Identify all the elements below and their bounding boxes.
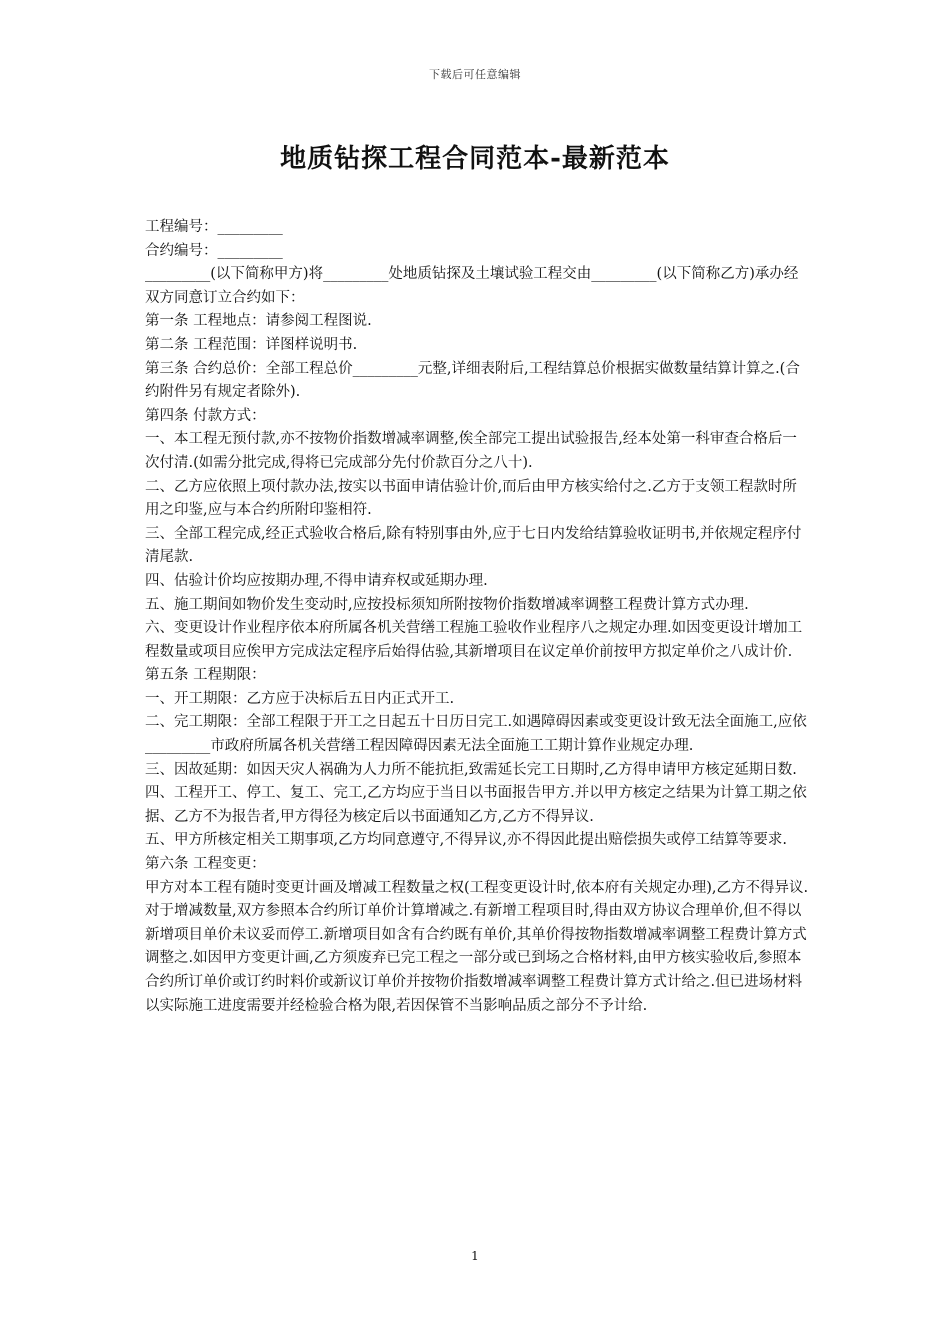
document-title: 地质钻探工程合同范本-最新范本 — [280, 144, 670, 174]
paragraph-article-2: 第二条 工程范围：详图样说明书. — [145, 336, 358, 353]
page-number: 1 — [471, 1249, 479, 1263]
paragraph-article-6-heading: 第六条 工程变更： — [145, 856, 266, 873]
paragraph-article-3: 第三条 合约总价：全部工程总价_________元整,详细表附后,工程结算总价根据实做数量结算计算之.(合约附件另有规定者除外). — [145, 360, 800, 401]
paragraph-article-5-item-3: 三、因故延期：如因天灾人祸确为人力所不能抗拒,致需延长完工日期时,乙方得申请甲方核定延期日数. — [145, 761, 797, 778]
paragraph-contract-number: 合约编号：_________ — [145, 242, 283, 259]
paragraph-article-4-item-6: 六、变更设计作业程序依本府所属各机关营缮工程施工验收作业程序八之规定办理.如因变更设计增加工程数量或项目应俟甲方完成法定程序后始得估验,其新增项目在议定单价前按甲方拟定单价之八成计价. — [145, 620, 803, 660]
paragraph-article-4-item-5: 五、施工期间如物价发生变动时,应按投标须知所附按物价指数增减率调整工程费计算方式办理. — [145, 596, 749, 613]
paragraph-article-4-item-4: 四、估验计价均应按期办理,不得申请弃权或延期办理. — [145, 572, 488, 589]
paragraph-article-5-item-5: 五、甲方所核定相关工期事项,乙方均同意遵守,不得异议,亦不得因此提出赔偿损失或停工结算等要求. — [145, 832, 787, 849]
paragraph-article-4-item-3: 三、全部工程完成,经正式验收合格后,除有特别事由外,应于七日内发给结算验收证明书,并依规定程序付清尾款. — [145, 525, 802, 566]
paragraph-article-5-item-4: 四、工程开工、停工、复工、完工,乙方均应于当日以书面报告甲方.并以甲方核定之结果为计算工期之依据、乙方不为报告者,甲方得径为核定后以书面通知乙方,乙方不得异议. — [145, 785, 807, 825]
paragraph-article-1: 第一条 工程地点：请参阅工程图说. — [145, 313, 372, 330]
paragraph-article-6-body: 甲方对本工程有随时变更计画及增减工程数量之权(工程变更设计时,依本府有关规定办理),乙方不得异议.对于增减数量,双方参照本合约所订单价计算增减之.有新增工程项目时,得由双方协议合理单价,但不得以新增项目单价未议妥而停工.新增项目如含有合约既有单价,其单价得按物指数增减率调整工程费计算方式调整之.如因甲方变更计画,乙方须废弃已完工程之一部分或已到场之合格材料,由甲方核实验收后,参照本合约所订单价或订约时料价或新议订单价并按物价指数增减率调整工程费计算方式计给之.但已进场材料以实际施工进度需要并经检验合格为限,若因保管不当影响品质之部分不予计给. — [145, 879, 809, 1014]
header-note: 下载后可任意编辑 — [429, 68, 521, 81]
paragraph-project-number: 工程编号：_________ — [145, 219, 283, 235]
paragraph-article-5-heading: 第五条 工程期限： — [145, 667, 266, 684]
paragraph-article-4-item-1: 一、本工程无预付款,亦不按物价指数增减率调整,俟全部完工提出试验报告,经本处第一科审查合格后一次付清.(如需分批完成,得将已完成部分先付价款百分之八十). — [145, 431, 797, 471]
paragraph-article-5-item-2: 二、完工期限：全部工程限于开工之日起五十日历日完工.如遇障碍因素或变更设计致无法全面施工,应依_________市政府所属各机关营缮工程因障碍因素无法全面施工工期计算作业规定办理. — [145, 714, 807, 755]
document-body — [145, 216, 809, 1018]
paragraph-article-5-item-1: 一、开工期限：乙方应于决标后五日内正式开工. — [145, 690, 455, 707]
paragraph-article-4-heading: 第四条 付款方式： — [145, 407, 266, 424]
paragraph-article-4-item-2: 二、乙方应依照上项付款办法,按实以书面申请估验计价,而后由甲方核实给付之.乙方于支领工程款时所用之印鉴,应与本合约所附印鉴相符. — [145, 478, 797, 519]
paragraph-preamble: _________(以下简称甲方)将_________处地质钻探及土壤试验工程交由_________(以下简称乙方)承办经双方同意订立合约如下： — [145, 266, 799, 306]
